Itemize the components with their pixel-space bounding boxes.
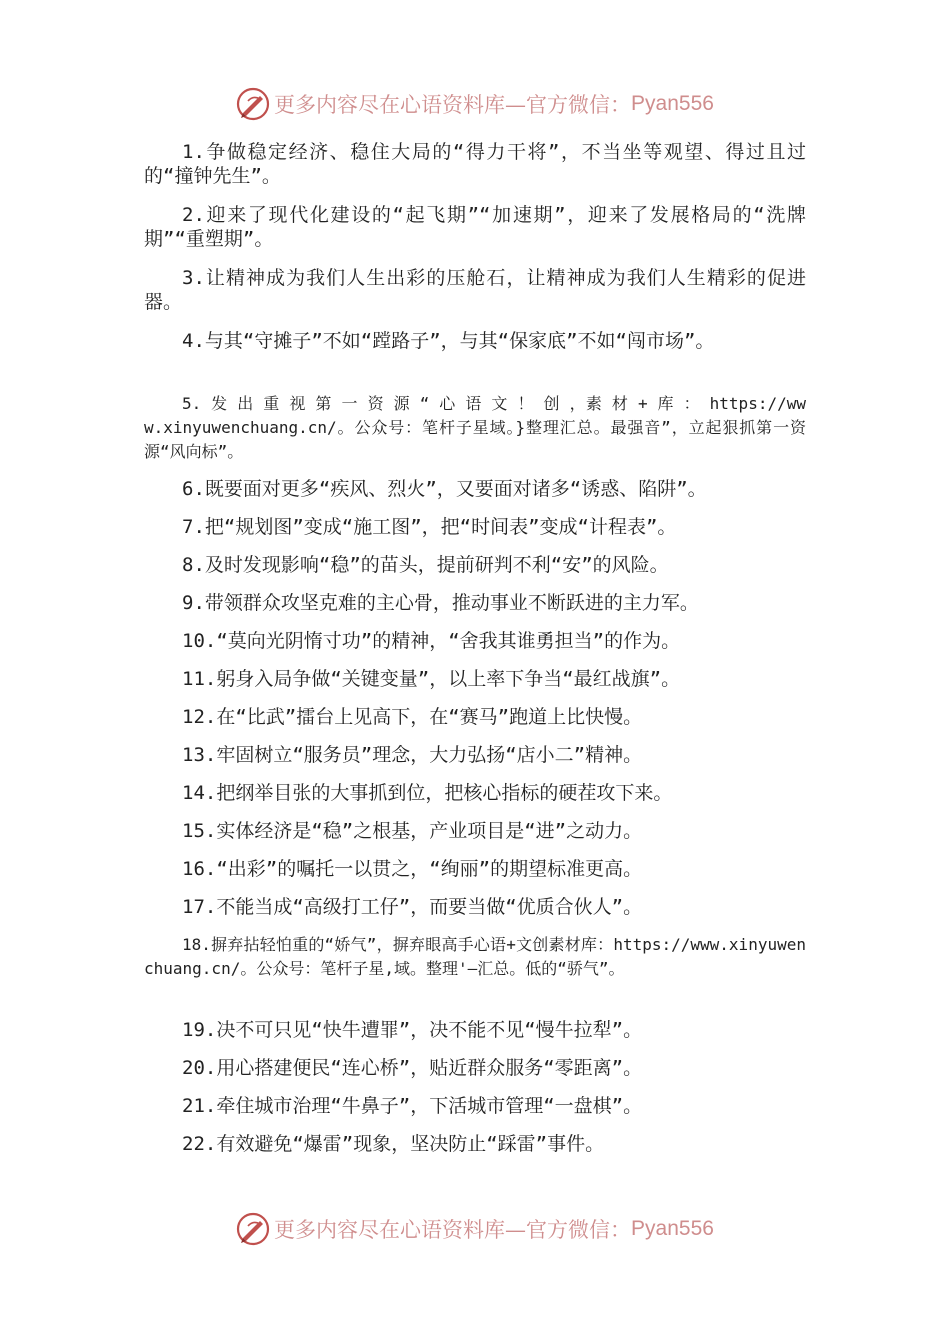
document-body (144, 140, 806, 1170)
list-item: 19.决不可只见“快牛遭罪”，决不能不见“慢牛拉犁”。 (182, 1019, 643, 1041)
list-item: 14.把纲举目张的大事抓到位，把核心指标的硬茬攻下来。 (182, 782, 673, 804)
list-item: 2.迎来了现代化建设的“起飞期”“加速期”，迎来了发展格局的“洗牌期”“重塑期”。 (144, 204, 806, 250)
list-item: 20.用心搭建便民“连心桥”，贴近群众服务“零距离”。 (182, 1057, 643, 1079)
list-item: 16.“出彩”的嘱托一以贯之，“绚丽”的期望标准更高。 (182, 858, 643, 880)
pen-logo-icon (236, 87, 270, 121)
list-item: 15.实体经济是“稳”之根基，产业项目是“进”之动力。 (182, 820, 643, 842)
list-item: 21.牵住城市治理“牛鼻子”，下活城市管理“一盘棋”。 (182, 1095, 643, 1117)
footer-banner-id: Pyan556 (631, 1217, 714, 1240)
header-banner-text: 更多内容尽在心语资料库—官方微信： (274, 93, 632, 117)
list-item: 13.牢固树立“服务员”理念，大力弘扬“店小二”精神。 (182, 744, 643, 766)
header-banner-id: Pyan556 (631, 92, 714, 115)
list-item: 17.不能当成“高级打工仔”，而要当做“优质合伙人”。 (182, 896, 643, 918)
footer-banner-text: 更多内容尽在心语资料库—官方微信： (274, 1218, 632, 1242)
list-item: 1.争做稳定经济、稳住大局的“得力干将”，不当坐等观望、得过且过的“撞钟先生”。 (144, 141, 806, 187)
list-item: 22.有效避免“爆雷”现象，坚决防止“踩雷”事件。 (182, 1133, 605, 1155)
list-item: 11.躬身入局争做“关键变量”，以上率下争当“最红战旗”。 (182, 668, 681, 690)
header-banner (0, 84, 950, 124)
list-item: 7.把“规划图”变成“施工图”，把“时间表”变成“计程表”。 (182, 516, 677, 538)
list-item: 10.“莫向光阴惰寸功”的精神，“舍我其谁勇担当”的作为。 (182, 630, 681, 652)
list-item: 9.带领群众攻坚克难的主心骨，推动事业不断跃进的主力军。 (182, 592, 699, 614)
list-item: 18.摒弃拈轻怕重的“娇气”，摒弃眼高手心语+文创素材库：https://www.xinyuwenchuang.cn/。公众号：笔杆子星,域。整理'—汇总。低的“骄气”。 (144, 935, 806, 978)
list-item: 5. 发 出 重 视 第 一 资 源 “ 心 语 文 ！ 创 ，素 材 + 库 ： https://www.xinyuwenchuang.cn/。公众号：笔杆子星域。}整理汇总。最强音”，立起狠抓第一资源“风向标”。 (144, 394, 806, 461)
list-item: 8.及时发现影响“稳”的苗头，提前研判不利“安”的风险。 (182, 554, 669, 576)
footer-banner (0, 1209, 950, 1249)
pen-logo-icon (236, 1212, 270, 1246)
list-item: 3.让精神成为我们人生出彩的压舱石，让精神成为我们人生精彩的促进器。 (144, 267, 806, 313)
list-item: 12.在“比武”擂台上见高下，在“赛马”跑道上比快慢。 (182, 706, 643, 728)
list-item: 4.与其“守摊子”不如“蹚路子”，与其“保家底”不如“闯市场”。 (182, 330, 715, 352)
list-item: 6.既要面对更多“疾风、烈火”，又要面对诸多“诱惑、陷阱”。 (182, 478, 707, 500)
